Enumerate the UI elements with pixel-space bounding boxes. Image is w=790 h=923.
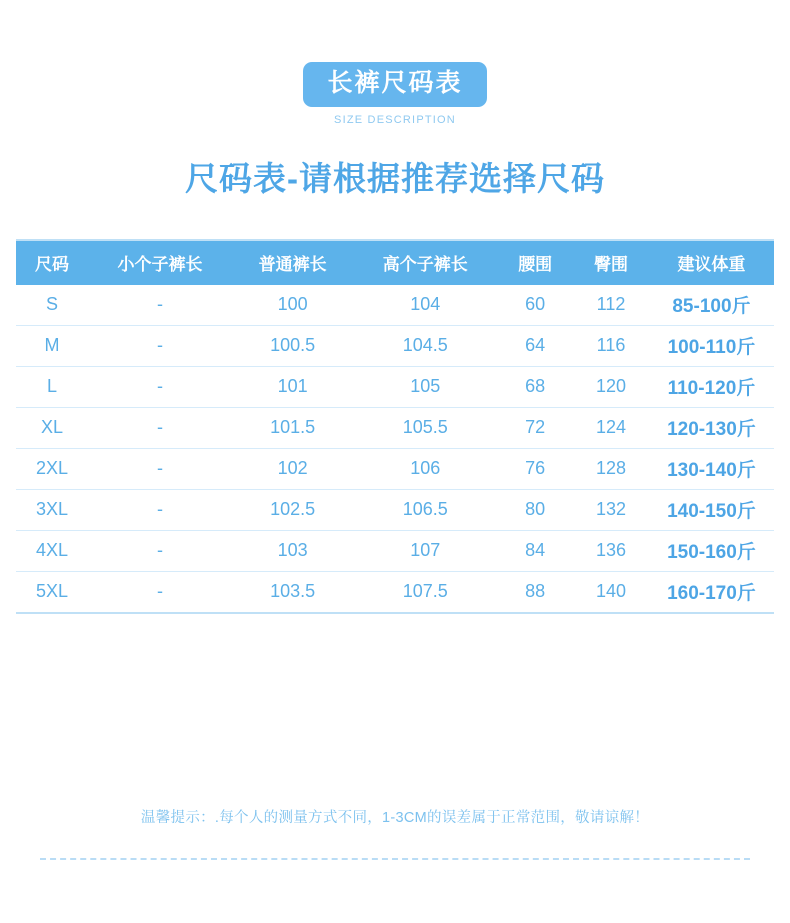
cell-normal-length: 101.5 <box>232 407 353 448</box>
cell-short-length: - <box>88 325 232 366</box>
cell-tall-length: 105 <box>353 366 497 407</box>
cell-size: 5XL <box>35 580 69 601</box>
cell-weight: 160-170斤 <box>667 582 756 604</box>
cell-short-length: - <box>88 530 232 571</box>
cell-waist: 80 <box>497 489 573 530</box>
column-header-size: 尺码 <box>16 241 88 285</box>
table-row <box>16 448 774 489</box>
cell-hip: 128 <box>573 448 649 489</box>
size-table-body <box>16 285 774 612</box>
cell-weight: 150-160斤 <box>649 530 774 571</box>
column-header-waist: 腰围 <box>497 241 573 285</box>
cell-hip: 116 <box>573 325 649 366</box>
column-header-weight: 建议体重 <box>649 241 774 285</box>
cell-tall-length: 104.5 <box>353 325 497 366</box>
cell-short-length: - <box>88 407 232 448</box>
cell-tall-length: 107 <box>353 530 497 571</box>
cell-short-length: - <box>88 489 232 530</box>
cell-normal-length: 102.5 <box>232 489 353 530</box>
cell-waist: 64 <box>497 325 573 366</box>
cell-waist: 60 <box>497 285 573 326</box>
cell-size: L <box>16 366 88 407</box>
size-table-container <box>16 239 774 614</box>
cell-waist: 76 <box>497 448 573 489</box>
cell-size: S <box>16 285 88 326</box>
cell-size: 3XL <box>16 489 88 530</box>
column-header-short-length: 小个子裤长 <box>88 241 232 285</box>
size-table-header <box>16 241 774 285</box>
cell-tall-length: 105.5 <box>353 407 497 448</box>
cell-normal-length: 100.5 <box>232 325 353 366</box>
cell-waist: 72 <box>497 407 573 448</box>
footer-note: 温馨提示：.每个人的测量方式不同，1-3CM的误差属于正常范围，敬请谅解！ <box>140 810 650 826</box>
cell-weight: 85-100斤 <box>649 285 774 326</box>
cell-size: 4XL <box>16 530 88 571</box>
cell-tall-length: 107.5 <box>402 580 448 601</box>
page-title-badge: 长裤尺码表 <box>303 62 486 107</box>
table-row <box>16 407 774 448</box>
cell-size: 2XL <box>16 448 88 489</box>
cell-hip: 120 <box>573 366 649 407</box>
table-row <box>16 285 774 326</box>
cell-size: XL <box>16 407 88 448</box>
subtitle-english: SIZE DESCRIPTION <box>334 113 456 126</box>
cell-short-length: - <box>88 366 232 407</box>
column-header-hip: 臀围 <box>573 241 649 285</box>
cell-short-length: - <box>88 448 232 489</box>
cell-weight: 140-150斤 <box>649 489 774 530</box>
cell-normal-length: 100 <box>232 285 353 326</box>
cell-weight: 110-120斤 <box>649 366 774 407</box>
cell-waist: 84 <box>497 530 573 571</box>
table-row <box>16 489 774 530</box>
page-title: 尺码表-请根据推荐选择尺码 <box>185 159 605 197</box>
cell-weight: 130-140斤 <box>649 448 774 489</box>
dashed-divider <box>40 858 750 860</box>
cell-normal-length: 102 <box>232 448 353 489</box>
table-row <box>16 571 774 612</box>
table-row <box>16 366 774 407</box>
cell-short-length: - <box>88 285 232 326</box>
cell-short-length: - <box>157 580 163 601</box>
cell-tall-length: 106.5 <box>353 489 497 530</box>
cell-normal-length: 101 <box>232 366 353 407</box>
cell-hip: 132 <box>573 489 649 530</box>
cell-tall-length: 104 <box>353 285 497 326</box>
column-header-normal-length: 普通裤长 <box>232 241 353 285</box>
table-row <box>16 325 774 366</box>
cell-size: M <box>16 325 88 366</box>
cell-normal-length: 103.5 <box>270 580 316 601</box>
cell-weight: 120-130斤 <box>649 407 774 448</box>
table-header-row <box>16 241 774 285</box>
cell-hip: 112 <box>573 285 649 326</box>
cell-weight: 100-110斤 <box>649 325 774 366</box>
size-table <box>16 241 774 612</box>
cell-tall-length: 106 <box>353 448 497 489</box>
column-header-tall-length: 高个子裤长 <box>353 241 497 285</box>
cell-hip: 136 <box>573 530 649 571</box>
cell-hip: 140 <box>595 580 627 601</box>
page-header <box>0 0 790 200</box>
cell-waist: 68 <box>497 366 573 407</box>
cell-waist: 88 <box>525 580 546 601</box>
cell-hip: 124 <box>573 407 649 448</box>
cell-normal-length: 103 <box>232 530 353 571</box>
table-row <box>16 530 774 571</box>
